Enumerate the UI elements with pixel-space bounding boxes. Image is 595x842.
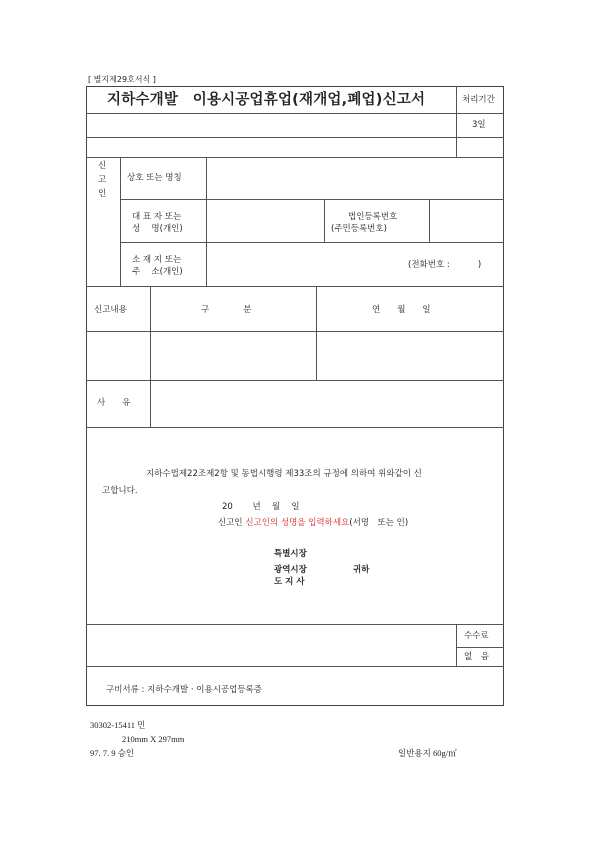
divider: [324, 199, 325, 242]
corp-reg-number-label: 법인등록번호: [348, 212, 398, 222]
recipient-special-city: 특별시장: [274, 549, 307, 559]
recipient-suffix: 귀하: [353, 565, 370, 575]
declaration-line-2: 고합니다.: [102, 486, 138, 496]
divider: [456, 624, 457, 666]
signer-suffix: (서명 또는 인): [349, 518, 409, 528]
divider: [86, 427, 504, 428]
divider: [86, 666, 504, 667]
divider: [86, 157, 504, 158]
representative-name-field[interactable]: [208, 201, 322, 240]
representative-label: 성 명(개인): [132, 224, 183, 234]
signer-prefix: 신고인: [218, 518, 243, 528]
business-name-field[interactable]: [208, 159, 502, 197]
fee-label: 수수료: [464, 631, 489, 641]
divider: [429, 199, 430, 242]
reason-field[interactable]: [152, 382, 502, 425]
divider: [120, 199, 504, 200]
corp-reg-number-label: (주민등록번호): [331, 224, 387, 234]
fee-value: 없 음: [464, 652, 489, 662]
processing-period-label: 처리기간: [462, 95, 495, 105]
address-label: 주 소(개인): [132, 267, 183, 277]
declaration-line-1: 지하수법제22조제2항 및 동법시행령 제33조의 규정에 의하여 위와같이 신: [146, 469, 422, 479]
reason-label: 사 유: [97, 398, 131, 408]
business-name-label: 상호 또는 명칭: [127, 173, 182, 183]
footer-approval: 97. 7. 9 승인: [90, 748, 135, 758]
divider: [316, 286, 317, 380]
declaration-date: 20 년 월 일: [222, 502, 300, 512]
content-type-field[interactable]: [152, 333, 314, 378]
divider: [86, 380, 504, 381]
reporter-side-label: 인: [98, 189, 107, 199]
divider: [86, 331, 504, 332]
column-type-header: 구 분: [201, 305, 252, 315]
divider: [86, 113, 504, 114]
column-date-header: 연 월 일: [372, 305, 431, 315]
processing-period-value: 3일: [472, 120, 486, 130]
divider: [456, 647, 504, 648]
reporter-side-label: 신: [98, 161, 107, 171]
content-date-field[interactable]: [318, 333, 502, 378]
signer-line: [218, 519, 408, 528]
form-title: 지하수개발 이용시공업휴업(재개업,폐업)신고서: [107, 92, 426, 108]
recipient-province: 도 지 사: [274, 577, 305, 587]
divider: [86, 286, 504, 287]
divider: [120, 157, 121, 286]
footer-paper: 일반용지 60g/㎡: [398, 748, 457, 758]
address-label: 소 재 지 또는: [132, 255, 182, 265]
representative-label: 대 표 자 또는: [132, 212, 182, 222]
recipient-metro-city: 광역시장: [274, 565, 307, 575]
divider: [120, 242, 504, 243]
divider: [206, 157, 207, 286]
content-label: 신고내용: [94, 305, 127, 315]
divider: [456, 86, 457, 157]
divider: [150, 286, 151, 427]
footer-code: 30302-15411 민: [90, 720, 146, 730]
corp-reg-number-field[interactable]: [431, 201, 502, 240]
footer-size: 210mm X 297mm: [122, 734, 185, 744]
reporter-side-label: 고: [98, 175, 107, 185]
signer-name-input[interactable]: 신고인의 성명을 입력하세요: [245, 518, 350, 528]
divider: [86, 137, 504, 138]
form-number: [ 별지제29호서식 ]: [88, 75, 156, 84]
required-documents: 구비서류 : 지하수개발 · 이용시공업등록증: [106, 685, 262, 695]
divider: [86, 624, 504, 625]
phone-label: (전화번호 : ): [408, 260, 482, 270]
